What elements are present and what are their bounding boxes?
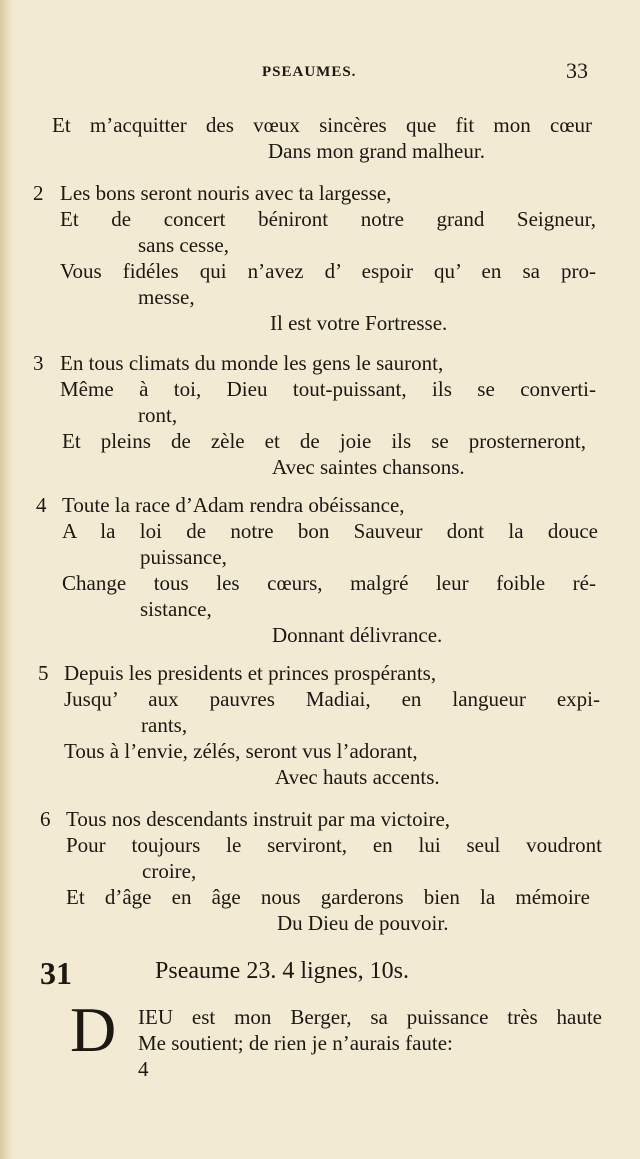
page-edge-shadow [0, 0, 14, 1159]
verse-line: Et pleins de zèle et de joie ils se prosterneront, [62, 429, 586, 453]
hymn-title: Pseaume 23. 4 lignes, 10s. [155, 958, 409, 984]
stanza-number: 4 [36, 493, 47, 517]
verse-line: Avec hauts accents. [275, 765, 440, 789]
verse-line: Pour toujours le serviront, en lui seul voudront [66, 833, 602, 857]
intro-line-2: Dans mon grand malheur. [268, 139, 485, 163]
verse-line: Du Dieu de pouvoir. [277, 911, 449, 935]
page-header [0, 58, 640, 88]
verse-line: En tous climats du monde les gens le sauront, [60, 351, 444, 375]
verse-line: Toute la race d’Adam rendra obéissance, [62, 493, 405, 517]
verse-line: Les bons seront nouris avec ta largesse, [60, 181, 392, 205]
stanza-number: 4 [138, 1057, 149, 1081]
verse-line: sistance, [140, 597, 212, 621]
verse-line: puissance, [140, 545, 227, 569]
verse-line: sans cesse, [138, 233, 229, 257]
stanza-number: 3 [33, 351, 44, 375]
stanza-number: 5 [38, 661, 49, 685]
verse-line: Tous nos descendants instruit par ma victoire, [66, 807, 451, 831]
verse-line: Tous à l’envie, zélés, seront vus l’adorant, [64, 739, 418, 763]
verse-line: messe, [138, 285, 195, 309]
intro-line-1: Et m’acquitter des vœux sincères que fit mon cœur [52, 113, 592, 137]
verse-line: Et de concert béniront notre grand Seigneur, [60, 207, 596, 231]
verse-line: Jusqu’ aux pauvres Madiai, en langueur expi- [64, 687, 600, 711]
stanza-number: 6 [40, 807, 51, 831]
running-title: PSEAUMES. [262, 64, 357, 80]
verse-line: Me soutient; de rien je n’aurais faute: [138, 1031, 453, 1055]
drop-cap: D [70, 994, 117, 1065]
verse-line: Même à toi, Dieu tout-puissant, ils se converti- [60, 377, 596, 401]
verse-line: Et d’âge en âge nous garderons bien la mémoire [66, 885, 590, 909]
verse-line: Vous fidéles qui n’avez d’ espoir qu’ en sa pro- [60, 259, 596, 283]
stanza-number: 2 [33, 181, 44, 205]
verse-line: ront, [138, 403, 178, 427]
hymn-number: 31 [40, 955, 72, 991]
verse-line: rants, [141, 713, 188, 737]
verse-line: Depuis les presidents et princes prospérants, [64, 661, 437, 685]
verse-line: Il est votre Fortresse. [270, 311, 448, 335]
page-number: 33 [566, 58, 588, 83]
verse-line: croire, [142, 859, 197, 883]
verse-line: A la loi de notre bon Sauveur dont la douce [62, 519, 598, 543]
verse-line: Avec saintes chansons. [272, 455, 465, 479]
verse-line: Donnant délivrance. [272, 623, 443, 647]
verse-line: IEU est mon Berger, sa puissance très haute [138, 1005, 602, 1029]
verse-line: Change tous les cœurs, malgré leur foible ré- [62, 571, 596, 595]
